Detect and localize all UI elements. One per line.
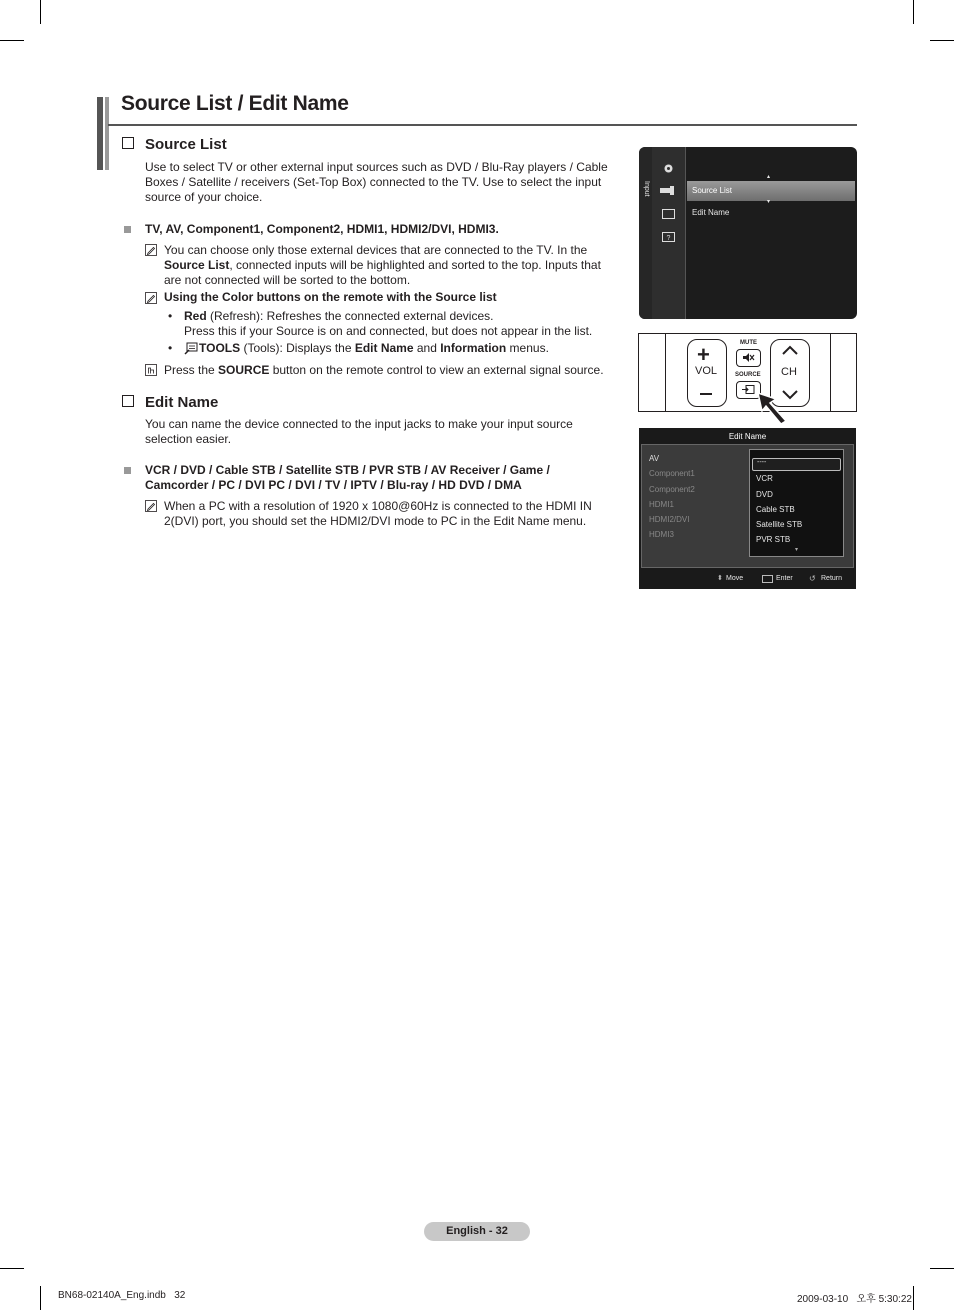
name-option[interactable]: Cable STB xyxy=(756,505,795,514)
red-button-description: Red (Refresh): Refreshes the connected external devices. Press this if your Source is on and connected, but does not appear in the list. xyxy=(184,309,593,338)
move-icon: ⬍ xyxy=(717,575,723,582)
press-source-note: Press the SOURCE button on the remote control to view an external signal source. xyxy=(164,363,604,377)
crop-mark xyxy=(913,1286,914,1310)
note-icon xyxy=(145,244,157,256)
list-scroll-down-icon: ▾ xyxy=(795,547,799,553)
input-item-hdmi3[interactable]: HDMI3 xyxy=(649,530,674,539)
remote-edge xyxy=(830,333,831,412)
svg-text:?: ? xyxy=(666,235,671,242)
bullet-dot: • xyxy=(168,341,173,355)
edit-name-heading: Edit Name xyxy=(122,394,218,411)
pc-resolution-note: When a PC with a resolution of 1920 x 1080@60Hz is connected to the HDMI IN 2(DVI) port, you should set the HDMI2/DVI mode to PC in the Edit Name menu. xyxy=(164,499,592,528)
input-item-hdmi2-dvi[interactable]: HDMI2/DVI xyxy=(649,515,690,524)
title-accent-bar xyxy=(105,97,109,170)
source-list-heading: Source List xyxy=(122,136,227,153)
remote-note-icon xyxy=(145,364,157,376)
tools-description: TOOLS (Tools): Displays the Edit Name and Information menus. xyxy=(199,341,549,355)
input-item-av[interactable]: AV xyxy=(649,454,660,463)
input-item-component2[interactable]: Component2 xyxy=(649,485,695,494)
square-bullet-icon xyxy=(124,226,131,233)
source-list-intro: Use to select TV or other external input sources such as DVD / Blu-Ray players / Cable Boxes / Satellite / receivers (Set-Top Box) connected to the TV. Use to select the input source of your choice. xyxy=(145,160,608,204)
crop-mark xyxy=(930,40,954,41)
note-connected-devices: You can choose only those external devices that are connected to the TV. In the Source List, connected inputs will be highlighted and sorted to the top. Inputs that are not connected will be sorted to the bottom. xyxy=(164,243,601,287)
source-label: SOURCE xyxy=(735,372,761,378)
page-number-badge: English - 32 xyxy=(424,1222,530,1241)
picture-icon[interactable] xyxy=(662,209,675,219)
menu-item-edit-name[interactable]: Edit Name xyxy=(692,208,730,217)
chevron-up-icon xyxy=(781,345,799,355)
edit-name-intro: You can name the device connected to the input jacks to make your input source selection easier. xyxy=(145,417,573,446)
gear-icon[interactable] xyxy=(662,162,675,175)
tools-icon xyxy=(184,342,198,355)
scroll-down-icon: ▾ xyxy=(767,199,771,205)
crop-mark xyxy=(0,40,24,41)
vol-plus-icon: + xyxy=(697,342,710,367)
note-icon xyxy=(145,292,157,304)
input-item-component1[interactable]: Component1 xyxy=(649,469,695,478)
footer-enter: Enter xyxy=(776,575,793,582)
title-accent-bar xyxy=(97,97,103,170)
crop-mark xyxy=(0,1268,24,1269)
edit-name-options: VCR / DVD / Cable STB / Satellite STB / PVR STB / AV Receiver / Game / Camcorder / PC / DVI PC / DVI / TV / IPTV / Blu-ray / HD DVD / DMA xyxy=(145,463,550,492)
print-slug-left: BN68-02140A_Eng.indb 32 xyxy=(58,1290,186,1301)
name-option[interactable]: VCR xyxy=(756,474,773,483)
remote-illustration xyxy=(638,333,857,412)
page-title: Source List / Edit Name xyxy=(121,92,349,115)
menu-divider xyxy=(685,147,686,319)
edit-name-screen-title: Edit Name xyxy=(728,432,767,441)
checkbox-bullet-icon xyxy=(122,137,134,149)
note-color-buttons: Using the Color buttons on the remote with the Source list xyxy=(164,290,497,304)
footer-move: Move xyxy=(726,575,744,582)
title-rule xyxy=(108,124,857,126)
square-bullet-icon xyxy=(124,467,131,474)
source-list-inputs: TV, AV, Component1, Component2, HDMI1, HDMI2/DVI, HDMI3. xyxy=(145,222,499,236)
crop-mark xyxy=(40,0,41,24)
menu-side-strip xyxy=(639,147,652,319)
input-plug-icon[interactable] xyxy=(660,185,677,196)
crop-mark xyxy=(930,1268,954,1269)
checkbox-bullet-icon xyxy=(122,395,134,407)
name-option[interactable]: ---- xyxy=(757,459,767,466)
mute-label: MUTE xyxy=(740,340,757,346)
crop-mark xyxy=(913,0,914,24)
name-option[interactable]: Satellite STB xyxy=(756,520,803,529)
pointer-arrow-icon xyxy=(756,391,798,425)
source-input-icon xyxy=(742,385,755,394)
scroll-up-icon: ▴ xyxy=(767,174,771,180)
menu-side-label: Input xyxy=(643,181,650,197)
mute-button[interactable] xyxy=(736,349,761,367)
input-item-hdmi1[interactable]: HDMI1 xyxy=(649,500,674,509)
edit-name-screen xyxy=(639,428,856,589)
help-icon[interactable] xyxy=(662,232,675,242)
mute-icon xyxy=(742,352,755,363)
enter-icon xyxy=(762,575,773,583)
vol-minus-icon xyxy=(700,393,712,395)
return-icon: ↺ xyxy=(809,574,816,583)
name-option[interactable]: PVR STB xyxy=(756,535,791,544)
ch-label: CH xyxy=(781,366,797,378)
name-option[interactable]: DVD xyxy=(756,490,773,499)
crop-mark xyxy=(40,1286,41,1310)
note-icon xyxy=(145,500,157,512)
bullet-dot: • xyxy=(168,309,173,323)
vol-label: VOL xyxy=(695,365,718,377)
menu-item-source-list[interactable]: Source List xyxy=(692,186,733,195)
print-slug-right: 2009-03-10 오후 5:30:22 xyxy=(797,1294,912,1305)
tv-input-menu xyxy=(639,147,857,319)
remote-edge xyxy=(665,333,666,412)
footer-return: Return xyxy=(821,575,843,582)
